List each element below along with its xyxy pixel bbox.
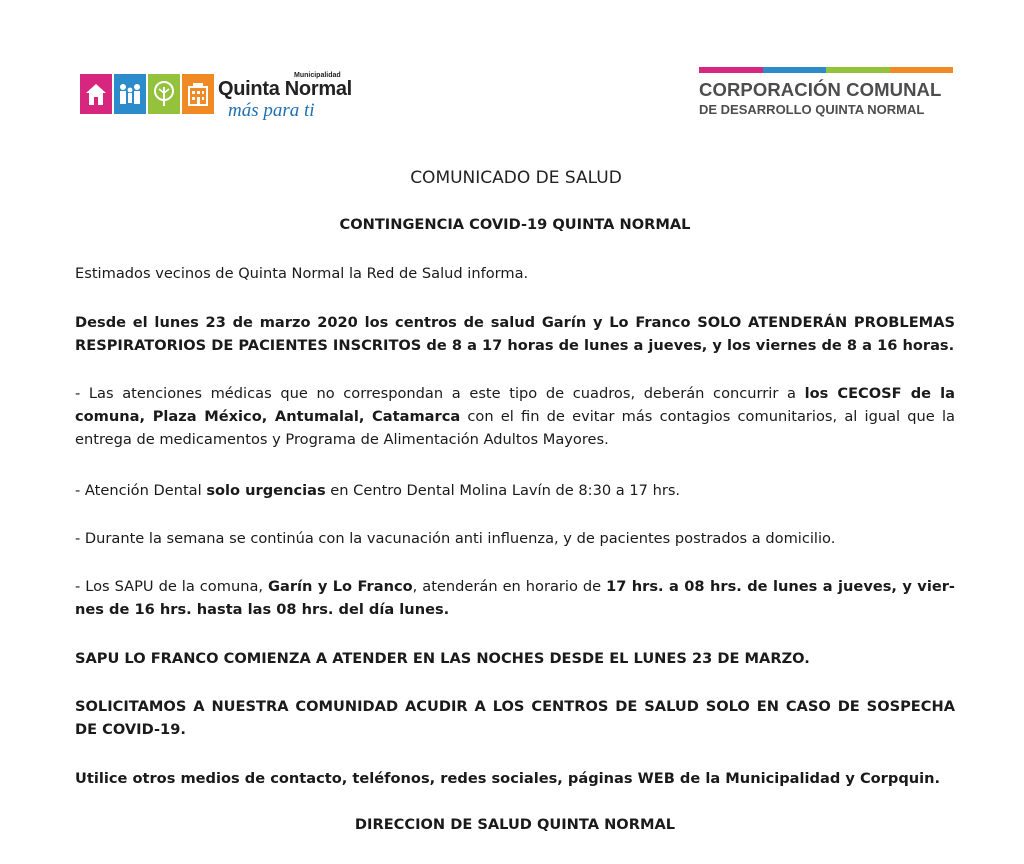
item-cecosf-paragraph — [75, 382, 955, 451]
house-icon — [80, 74, 112, 114]
item-vaccination-paragraph: - Durante la semana se continúa con la vacunación anti influenza, y de pacientes postrados a domicilio. — [75, 530, 836, 547]
family-icon — [114, 74, 146, 114]
item-cecosf-bold: los CECOSF de la comuna, Plaza México, Antumalal, Catamarca — [75, 385, 955, 425]
logo-tiles — [80, 74, 214, 114]
municipality-logo — [80, 72, 360, 122]
item-dental-bold: solo urgencias — [206, 482, 326, 499]
page-title: COMUNICADO DE SALUD — [410, 168, 622, 188]
corporation-color-bar — [699, 67, 953, 73]
color-bar-segment — [699, 67, 763, 73]
item-sapu-bold-centers: Garín y Lo Franco — [268, 578, 413, 595]
item-sapu-bold-hours: 17 hrs. a 08 hrs. de lunes a jueves, y viernes de 16 hrs. hasta las 08 hrs. del día lunes. — [75, 578, 955, 618]
item-dental-text-end: en Centro Dental Molina Lavín de 8:30 a 17 hrs. — [325, 482, 681, 499]
signature: DIRECCION DE SALUD QUINTA NORMAL — [354, 816, 676, 833]
corporation-subname: DE DESARROLLO QUINTA NORMAL — [699, 102, 925, 117]
item-dental-paragraph — [75, 479, 955, 502]
building-icon — [182, 74, 214, 114]
item-dental-text: - Atención Dental — [75, 482, 207, 499]
municipality-small-label: Municipalidad — [294, 72, 341, 79]
contact-paragraph: Utilice otros medios de contacto, teléfonos, redes sociales, páginas WEB de la Municipalidad y Corpquin. — [75, 770, 941, 787]
request-paragraph: SOLICITAMOS A NUESTRA COMUNIDAD ACUDIR A LOS CENTROS DE SALUD SOLO EN CASO DE SOSPECHA DE COVID-19. — [75, 698, 955, 738]
corporation-logo — [699, 67, 955, 119]
item-sapu-text: - Los SAPU de la comuna, — [75, 578, 268, 595]
tree-icon — [148, 74, 180, 114]
sapu-notice-paragraph: SAPU LO FRANCO COMIENZA A ATENDER EN LAS NOCHES DESDE EL LUNES 23 DE MARZO. — [75, 650, 810, 667]
page-subtitle: CONTINGENCIA COVID-19 QUINTA NORMAL — [339, 216, 691, 233]
item-sapu-text-mid: , atenderán en horario de — [412, 578, 607, 595]
item-sapu-paragraph — [75, 575, 955, 621]
color-bar-segment — [826, 67, 890, 73]
corporation-name: CORPORACIÓN COMUNAL — [699, 79, 942, 100]
municipality-name: Quinta Normal — [218, 78, 352, 100]
notice-paragraph: Desde el lunes 23 de marzo 2020 los centros de salud Garín y Lo Franco SOLO ATENDERÁN PROBLEMAS RESPIRATORIOS DE PACIENTES INSCRITOS de 8 a 17 horas de lunes a jueves, y los viernes de 8 a 16 horas. — [75, 314, 955, 354]
municipality-tagline: más para ti — [228, 100, 315, 121]
item-cecosf-text-end: con el fin de evitar más contagios comunitarios, al igual que la entrega de medicamentos y Programa de Alimentación Adultos Mayores. — [75, 408, 955, 448]
item-cecosf-text: - Las atenciones médicas que no correspondan a este tipo de cuadros, deberán concurrir a — [75, 385, 805, 402]
color-bar-segment — [763, 67, 827, 73]
color-bar-segment — [890, 67, 954, 73]
intro-paragraph: Estimados vecinos de Quinta Normal la Red de Salud informa. — [75, 265, 529, 282]
